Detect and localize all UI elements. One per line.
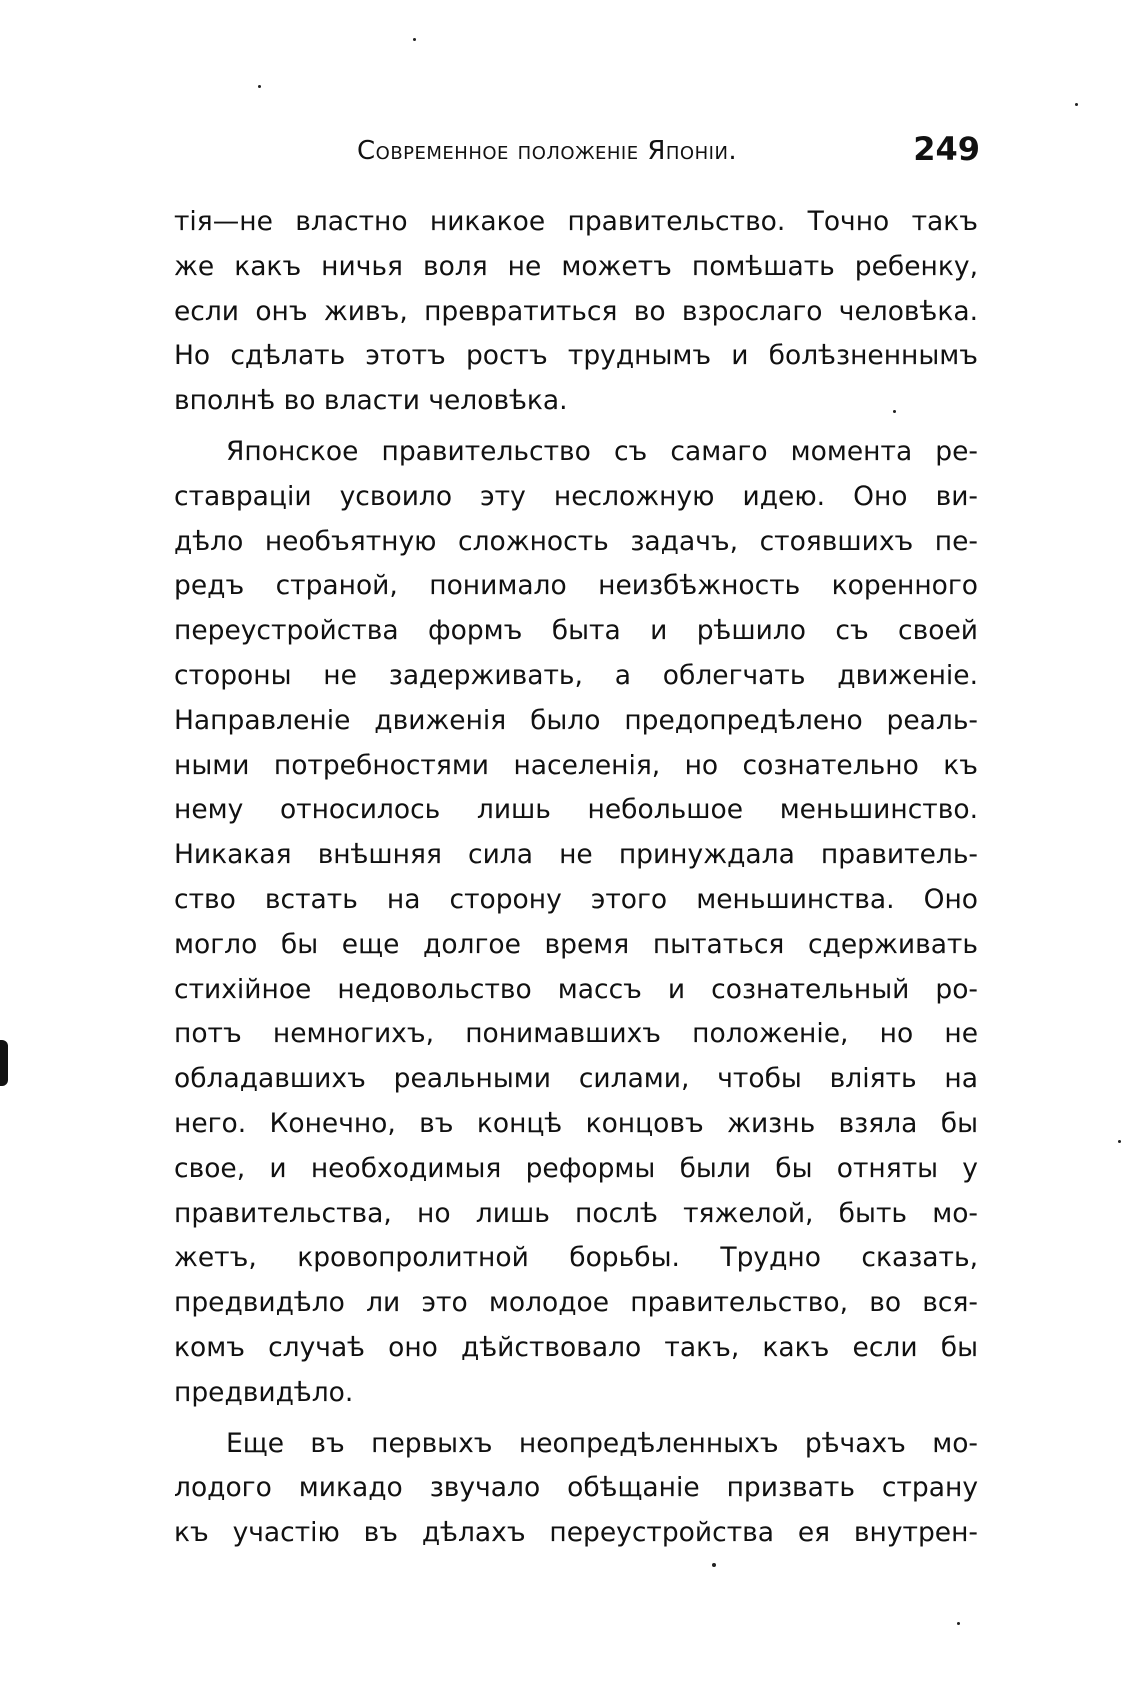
text-line: него. Конечно, въ концѣ концовъ жизнь взяла бы <box>174 1107 978 1139</box>
text-line: свое, и необходимыя реформы были бы отняты у <box>174 1152 978 1184</box>
text-line: Японское правительство съ самаго момента ре- <box>226 435 978 467</box>
text-line: къ участію въ дѣлахъ переустройства ея внутрен- <box>174 1517 978 1549</box>
text-line: переустройства формъ быта и рѣшило съ своей <box>174 615 978 647</box>
text-line: Никакая внѣшняя сила не принуждала правитель- <box>174 839 978 871</box>
text-line: предвидѣло. <box>174 1376 354 1408</box>
text-line: потъ немногихъ, понимавшихъ положеніе, но не <box>174 1018 978 1050</box>
text-line: могло бы еще долгое время пытаться сдерживать <box>174 928 978 960</box>
text-line: обладавшихъ реальными силами, чтобы вліять на <box>174 1063 978 1095</box>
body-text <box>174 200 978 1556</box>
text-line: редъ страной, понимало неизбѣжность коренного <box>174 570 978 602</box>
text-line: стихійное недовольство массъ и сознательный ро- <box>174 973 978 1005</box>
running-head <box>175 130 980 178</box>
scan-margin-mark <box>0 1040 8 1086</box>
running-title: Современное положеніе Японіи. <box>357 136 738 166</box>
text-line: дѣло необъятную сложность задачъ, стоявшихъ пе- <box>174 525 978 557</box>
text-line: стороны не задерживать, а облегчать движеніе. <box>174 659 978 691</box>
text-line: Но сдѣлать этотъ ростъ труднымъ и болѣзненнымъ <box>174 340 978 372</box>
text-line: комъ случаѣ оно дѣйствовало такъ, какъ если бы <box>174 1331 978 1363</box>
text-line: Еще въ первыхъ неопредѣленныхъ рѣчахъ мо- <box>226 1427 978 1459</box>
page-number: 249 <box>913 130 980 168</box>
text-line: если онъ живъ, превратиться во взрослаго человѣка. <box>174 295 978 327</box>
text-line: Направленіе движенія было предопредѣлено реаль- <box>174 704 978 736</box>
text-line: тія—не властно никакое правительство. Точно такъ <box>174 206 978 237</box>
text-line: ставраціи усвоило эту несложную идею. Оно ви- <box>174 480 978 512</box>
paragraph <box>174 200 978 424</box>
paragraph <box>174 1422 978 1556</box>
text-line: же какъ ничья воля не можетъ помѣшать ребенку, <box>174 250 978 282</box>
paragraph <box>174 430 978 1416</box>
text-line: правительства, но лишь послѣ тяжелой, быть мо- <box>174 1197 978 1229</box>
text-line: жетъ, кровопролитной борьбы. Трудно сказать, <box>174 1242 978 1274</box>
text-line: нему относилось лишь небольшое меньшинство. <box>174 794 978 826</box>
text-line: предвидѣло ли это молодое правительство, во вся- <box>174 1287 978 1319</box>
text-line: вполнѣ во власти человѣка. <box>174 385 568 417</box>
text-line: ство встать на сторону этого меньшинства. Оно <box>174 883 978 915</box>
text-line: ными потребностями населенія, но сознательно къ <box>174 749 978 781</box>
text-line: лодого микадо звучало обѣщаніе призвать страну <box>174 1472 978 1504</box>
